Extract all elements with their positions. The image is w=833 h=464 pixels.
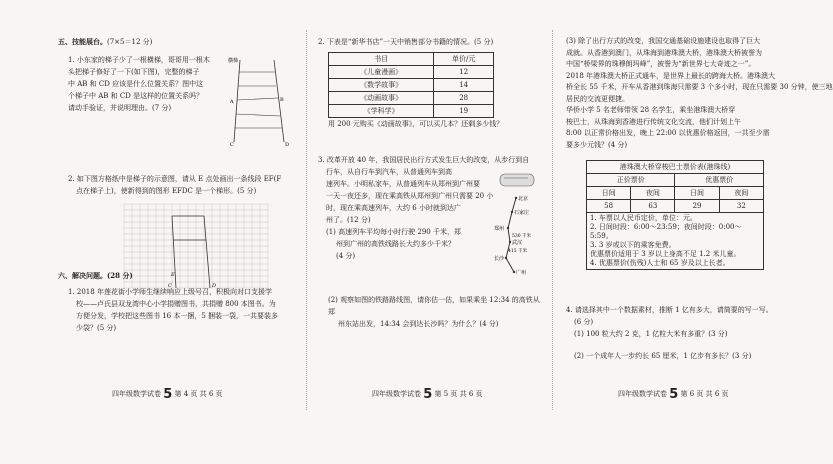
mid-q3-2-text: (2) 观察如图的铁路路线图，请你估一估，如果乘坐 12:34 的高铁从郑 州东站出发，14:34 会到达长沙吗？为什么？(4 分) [328,296,540,328]
table-row: 58 63 29 32 [587,200,764,213]
ladder-point-d: D [285,142,290,148]
map-guangzhou: 广州 [516,270,527,276]
railway-map [494,174,542,278]
map-zhengzhou: 郑州 [494,226,505,232]
ladder-label: 横梯 [228,58,239,64]
book-table-col-title: 书目 [329,53,434,66]
ladder-point-c: C [230,142,234,148]
fare-table-title: 港珠澳大桥穿梭巴士票价表(港珠线) [587,161,764,174]
page-divider-1 [306,30,307,410]
page-divider-2 [552,30,553,410]
fare-table [586,160,764,270]
ladder-point-a: A [230,99,234,105]
footer-left: 四年级数学试卷 5 第 4 页 共 6 页 [112,387,223,402]
train-icon [500,174,534,186]
question1-text: 1. 小东家的梯子少了一根横梯，哥哥用一根木 头把梯子修好了一下(如下图)，完整的梯子 中 AB 和 CD 应该是什么位置关系？图中这 个梯子中 AB 和 CD 是这样的位置关系吗？ 请动手验证，并说明理由。(7 分) [68,56,210,112]
map-dist2: 415 千米 [508,249,528,254]
section5-title: 五、技能展台。(7×5＝12 分) [58,37,153,46]
grid-lines [124,204,268,288]
book-table-header [329,53,494,66]
table-row: 《学科学》 19 [329,105,494,118]
map-wuhan: 武汉 [512,240,523,246]
table-row: 《动画故事》 28 [329,92,494,105]
mid-q2-title: 2. 下表是“新华书店”一天中销售部分书籍的情况。(5 分) [318,38,494,46]
grid-figure [124,204,270,290]
ladder-figure [230,56,294,146]
page-right [566,28,833,408]
table-row: 《儿童漫画》 12 [329,66,494,79]
mid-q3-text: 3. 改革开放 40 年，我国居民出行方式发生巨大的改变，从步行到自 行车，从自行车到汽车，从普通列车到高 速列车。小明私家车，从普通列车从郑州到广州要 一天一夜还多，现在乘高铁从郑州到广州只需要 20 小 时，现在乘高速列车，大约 6 小时就到达广 州了。(12 分) (1) 高速列车平均每小时行驶 290 千米，郑 州到广州的高铁线路长大约多少千米？ (4 分) [318,156,530,260]
footer-right: 四年级数学试卷 5 第 6 页 共 6 页 [618,387,729,402]
fare-table-regular: 正价票价 [587,174,675,187]
table-row: 日间 夜间 日间 夜间 [587,187,764,200]
problem1-text: 1. 2018 年莲花街小学师生继续响应上级号召，积极向对口支援学 校——卢氏县双龙湾中心小学捐赠图书，共捐赠 800 本图书。为 方便分发，学校把这些图书 16 本一捆，5 捆装一袋，一共要装多 少袋？(5 分) [68,288,279,332]
fare-table-discount: 优惠票价 [675,174,764,187]
table-row: 《数学故事》 14 [329,79,494,92]
right-q3-3-text: (3) 除了出行方式的改变，我国交通基础设施建设也取得了巨大 成就。从香港到澳门，从珠海到港珠澳大桥，港珠澳大桥被誉为 中国“桥梁界的珠穆朗玛峰”，被誉为“新世界七大奇迹之一”。 2018 年港珠澳大桥正式通车，是世界上最长的跨海大桥。港珠澳大 桥全长 55 千米，开车从香港到珠海只需要 3 个多小时，现在只需要 30 分钟，使三地 居民的交流更便捷。 华侨小学 5 名老师带领 28 名学生，乘坐港珠澳大桥穿 梭巴士，从珠海到香港进行传统文化交流，他们计划上午 8:00 以正常价格出发，晚上 22:00 以优惠价格返回，一共至少需 要多少元钱？(4 分) [566,37,833,149]
question2-text: 2. 如下图方格纸中是梯子的示意图，请从 E 点处画出一条线段 EF(F 点在梯子上)，使新得到的图形 EFDC 是一个梯形。(5 分) [68,175,282,195]
page-middle [318,28,540,408]
right-q4-text: 4. 请选择其中一个数据素材，推断 1 亿有多大，请简要的写一写。 (6 分) (1) 100 粒大约 2 克，1 亿粒大米有多重？(3 分) (2) 一个成年人一步约长 65 厘米，1 亿步有多长？(3 分) [566,306,773,360]
mid-q2-question: 用 200 元购买《动画故事》，可以买几本？还剩多少钱？ [328,120,504,128]
grid-point-e: E [171,272,175,278]
map-beijing: 北京 [518,196,529,202]
ladder-point-b: B [280,97,284,103]
section6-title: 六、解决问题。(28 分) [58,271,133,280]
footer-middle: 四年级数学试卷 5 第 5 页 共 6 页 [372,387,483,402]
grid-point-c: C [168,283,172,289]
map-dist1: 530 千米 [512,234,532,239]
fare-table-notes: 1. 车票以人民币定价，单位：元。 2. 日间时段：6:00～23:59；夜间时段：0:00～5:59。 3. 3 岁或以下的乘客免费。 优惠票价适用于 3 岁以上身高不足 1.2 米儿童。 4. 优惠票价(伤残)人士和 65 岁及以上长者。 [587,213,764,270]
book-table-col-price: 单价/元 [434,53,494,66]
book-table [328,52,494,118]
grid-point-d: D [212,283,217,289]
map-shijiazhuang: 石家庄 [514,210,530,216]
page-left [58,28,296,408]
map-changsha: 长沙 [494,256,505,262]
